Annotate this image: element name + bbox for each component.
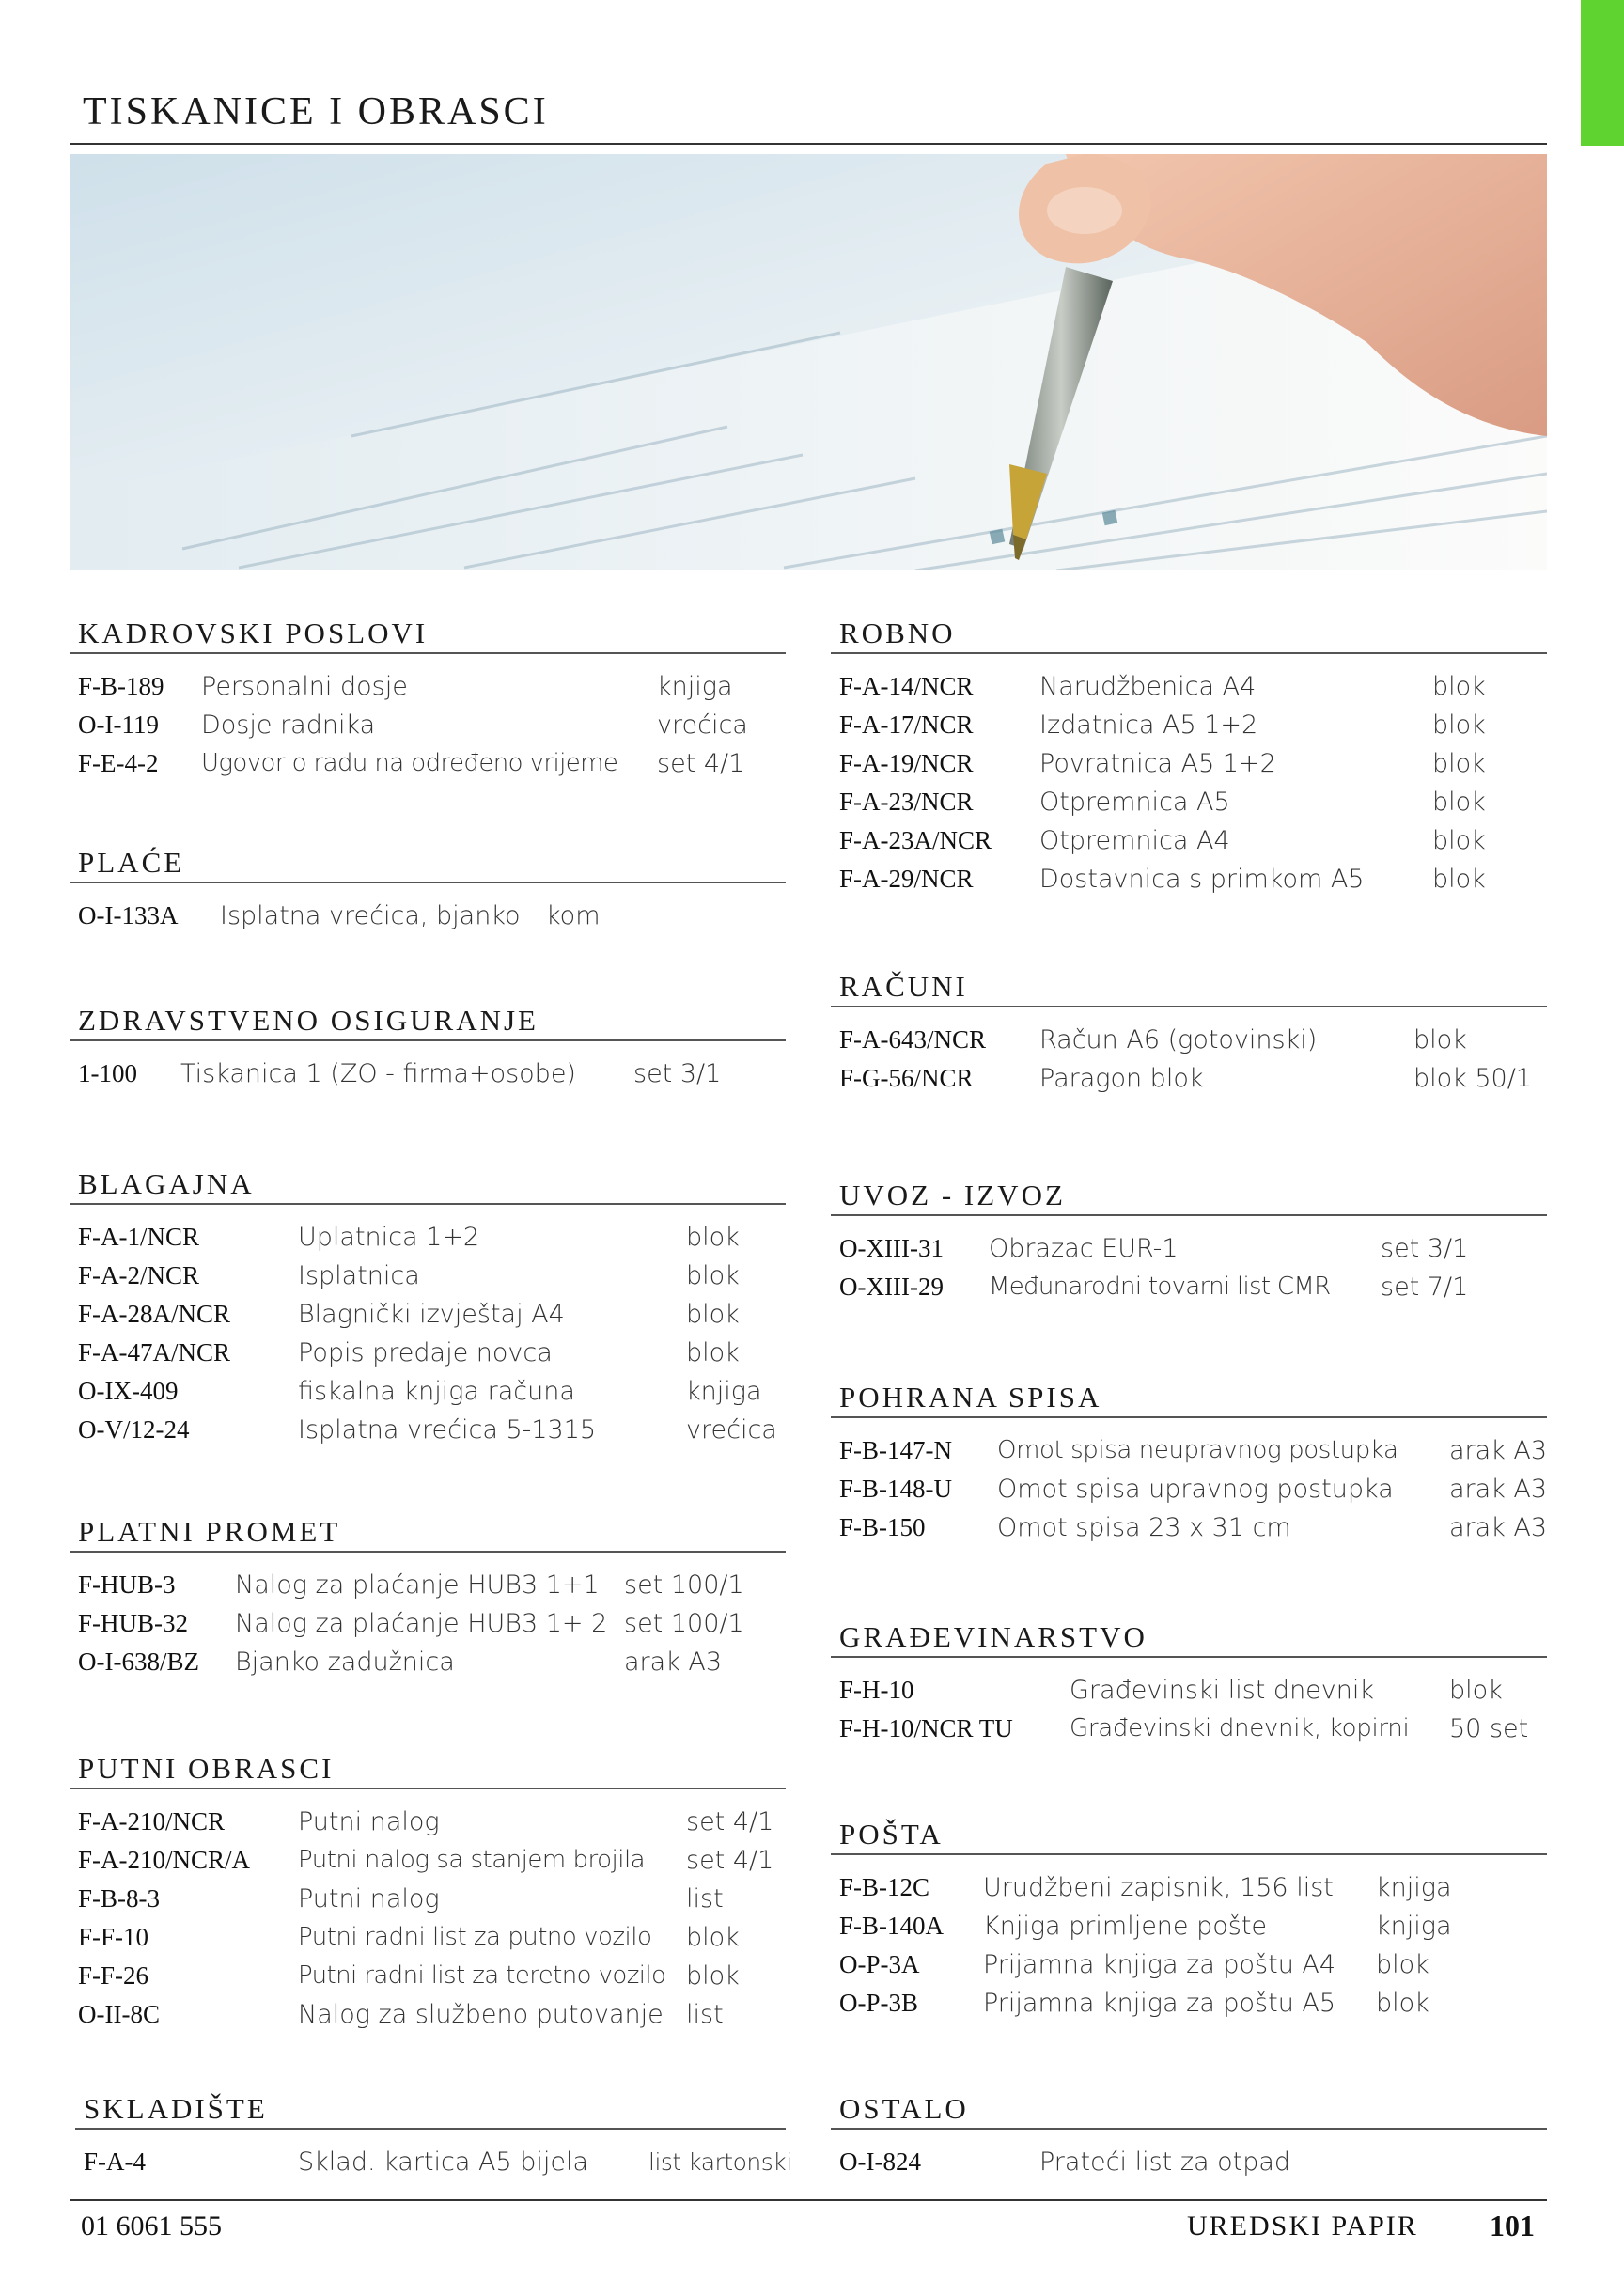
section-zdravstveno-osiguranje [70,1002,786,1093]
product-unit: set 4/1 [686,1807,774,1836]
product-code: F-A-210/NCR [78,1807,226,1835]
section-color-tab [1581,0,1624,146]
product-code: F-A-1/NCR [78,1223,200,1251]
product-description: Nalog za plaćanje HUB3 1+ 2 [235,1609,608,1638]
product-row [831,860,1547,898]
product-row [70,1918,786,1957]
product-unit: set 7/1 [1381,1273,1469,1302]
product-description: Ugovor o radu na određeno vrijeme [201,749,618,777]
product-row [70,1295,786,1334]
product-code: O-I-133A [78,901,179,929]
product-description: Paragon blok [1039,1064,1204,1093]
product-description: Putni nalog sa stanjem brojila [298,1846,646,1874]
product-description: Omot spisa upravnog postupka [997,1475,1394,1504]
product-row [831,667,1547,706]
product-unit: blok [1432,711,1486,740]
product-description: Narudžbenica A4 [1039,672,1257,701]
section-ostalo [831,2090,1547,2181]
product-unit: blok [1432,788,1486,817]
product-code: F-B-148-U [839,1475,952,1503]
section-platni-promet [70,1513,786,1681]
product-description: Omot spisa 23 x 31 cm [997,1513,1291,1542]
product-code: F-B-189 [78,672,164,700]
product-code: F-HUB-32 [78,1609,189,1637]
product-unit: blok [1432,672,1486,701]
product-code: F-A-4 [84,2148,146,2176]
product-row [831,1021,1547,1059]
product-code: F-A-210/NCR/A [78,1846,251,1874]
section-place [70,844,786,935]
product-description: Sklad. kartica A5 bijela [298,2148,589,2177]
product-unit: blok [686,1261,740,1290]
section-gradevinarstvo [831,1618,1547,1748]
product-unit: blok 50/1 [1413,1064,1533,1093]
product-unit: list [686,2000,724,2029]
product-code: F-B-140A [839,1912,945,1940]
section-putni-obrasci [70,1750,786,2034]
section-title: PLATNI PROMET [70,1513,786,1553]
product-code: O-I-824 [839,2148,921,2176]
product-row [70,1803,786,1841]
product-unit: vrećica [686,1415,777,1445]
product-unit: blok [686,1338,740,1367]
product-code: O-I-638/BZ [78,1648,199,1676]
product-unit: blok [1432,865,1486,894]
product-description: Tiskanica 1 (ZO - firma+osobe) [180,1059,576,1088]
section-title: BLAGAJNA [70,1165,786,1205]
product-unit: arak A3 [1449,1513,1548,1542]
product-description: Popis predaje novca [298,1338,553,1367]
product-row [831,1229,1547,1268]
product-row [70,667,786,706]
product-code: F-A-14/NCR [839,672,974,700]
product-unit: blok [1413,1025,1467,1054]
product-row [831,783,1547,821]
product-description: Nalog za službeno putovanje [298,2000,664,2029]
product-unit: knjiga [1376,1912,1452,1941]
hero-photo-hand-writing-form [70,154,1547,570]
product-description: Međunarodni tovarni list CMR [989,1273,1331,1301]
title-divider [70,143,1547,145]
section-racuni [831,968,1547,1098]
product-description: Dosje radnika [201,711,376,740]
section-title: OSTALO [831,2090,1547,2130]
product-row [831,1268,1547,1306]
product-unit: knjiga [657,672,733,701]
product-row [70,1054,786,1093]
product-description: Nalog za plaćanje HUB3 1+1 [235,1570,600,1600]
product-unit: set 3/1 [633,1059,722,1088]
product-unit: blok [686,1300,740,1329]
page-number: 101 [1490,2209,1535,2242]
product-unit: arak A3 [624,1648,723,1677]
section-posta [831,1816,1547,2023]
section-title: GRAĐEVINARSTVO [831,1618,1547,1658]
product-unit: set 4/1 [657,749,745,778]
product-description: Putni nalog [298,1807,440,1836]
product-row [70,1218,786,1257]
product-row [831,1945,1547,1984]
product-row [831,1984,1547,2023]
product-row [70,1334,786,1372]
product-description: Prijamna knjiga za poštu A4 [983,1950,1336,1979]
product-description: Izdatnica A5 1+2 [1039,711,1258,740]
product-row [70,706,786,744]
product-code: F-A-23/NCR [839,788,974,816]
product-row [75,2143,792,2181]
product-description: Uplatnica 1+2 [298,1223,480,1252]
product-code: F-F-10 [78,1923,149,1951]
product-code: F-E-4-2 [78,749,159,777]
product-description: Isplatna vrećica 5-1315 [298,1415,597,1445]
product-row [831,1907,1547,1945]
product-code: F-H-10 [839,1676,914,1704]
section-title: PLAĆE [70,844,786,883]
product-unit: blok [1376,1989,1429,2018]
product-code: O-P-3A [839,1950,920,1978]
product-row [70,1841,786,1880]
product-row [831,1470,1547,1508]
product-description: Urudžbeni zapisnik, 156 list [983,1873,1334,1902]
section-title: SKLADIŠTE [75,2090,786,2130]
footer-divider [70,2199,1547,2201]
section-blagajna [70,1165,786,1449]
product-unit: set 100/1 [624,1609,744,1638]
product-row [831,1508,1547,1547]
product-code: F-A-23A/NCR [839,826,992,854]
product-unit: kom [546,901,601,930]
product-description: Blagnički izvještaj A4 [298,1300,565,1329]
product-code: F-A-19/NCR [839,749,974,777]
product-description: Omot spisa neupravnog postupka [997,1436,1398,1464]
product-row [70,1566,786,1604]
product-description: fiskalna knjiga računa [298,1377,575,1406]
product-code: F-A-28A/NCR [78,1300,231,1328]
section-title: ROBNO [831,615,1547,654]
product-row [70,1880,786,1918]
product-code: F-G-56/NCR [839,1064,974,1092]
product-row [70,744,786,783]
product-unit: blok [1432,749,1486,778]
product-description: Isplatna vrećica, bjanko [220,901,521,930]
product-description: Povratnica A5 1+2 [1039,749,1276,778]
product-code: F-A-643/NCR [839,1025,987,1054]
page-title: TISKANICE I OBRASCI [83,90,549,133]
product-unit: vrećica [657,711,748,740]
product-description: Putni radni list za teretno vozilo [298,1961,666,1990]
product-row [70,1957,786,1995]
section-robno [831,615,1547,898]
product-code: O-V/12-24 [78,1415,190,1444]
section-title: UVOZ - IZVOZ [831,1177,1547,1216]
product-row [70,1257,786,1295]
product-row [70,1643,786,1681]
product-row [70,1604,786,1643]
product-code: F-B-12C [839,1873,930,1901]
product-code: F-A-17/NCR [839,711,974,739]
product-code: F-HUB-3 [78,1570,176,1599]
product-unit: blok [686,1961,740,1991]
product-code: O-XIII-31 [839,1234,944,1262]
product-unit: knjiga [686,1377,762,1406]
product-row [831,2143,1547,2181]
product-unit: arak A3 [1449,1475,1548,1504]
section-uvoz-izvoz [831,1177,1547,1306]
section-pohrana-spisa [831,1379,1547,1547]
product-description: Isplatnica [298,1261,420,1290]
product-row [70,1372,786,1411]
product-description: Otpremnica A5 [1039,788,1230,817]
product-row [70,1411,786,1449]
footer-category: UREDSKI PAPIR [1187,2210,1418,2241]
product-code: F-B-150 [839,1513,926,1541]
product-description: Dostavnica s primkom A5 [1039,865,1365,894]
product-code: F-A-2/NCR [78,1261,200,1289]
product-description: Građevinski list dnevnik [1070,1676,1375,1705]
product-row [831,1710,1547,1748]
product-unit: set 3/1 [1381,1234,1469,1263]
product-description: Putni nalog [298,1884,440,1913]
product-description: Građevinski dnevnik, kopirni [1070,1714,1410,1742]
product-description: Bjanko zadužnica [235,1648,455,1677]
product-unit: set 4/1 [686,1846,774,1875]
product-row [70,1995,786,2034]
section-title: KADROVSKI POSLOVI [70,615,786,654]
product-unit: blok [1449,1676,1503,1705]
product-code: O-XIII-29 [839,1273,944,1301]
product-unit: list [686,1884,724,1913]
product-code: O-II-8C [78,2000,160,2028]
section-title: ZDRAVSTVENO OSIGURANJE [70,1002,786,1041]
product-row [831,1059,1547,1098]
product-code: F-A-29/NCR [839,865,974,893]
section-title: RAČUNI [831,968,1547,1007]
product-description: Putni radni list za putno vozilo [298,1923,652,1951]
product-description: Knjiga primljene pošte [983,1912,1268,1941]
footer-phone: 01 6061 555 [81,2210,222,2241]
product-code: F-B-147-N [839,1436,952,1464]
product-description: Prijamna knjiga za poštu A5 [983,1989,1336,2018]
product-row [70,897,786,935]
product-description: Prateći list za otpad [1039,2148,1291,2177]
product-code: F-F-26 [78,1961,149,1990]
product-row [831,1868,1547,1907]
product-description: Račun A6 (gotovinski) [1039,1025,1318,1054]
product-unit: knjiga [1376,1873,1452,1902]
product-unit: arak A3 [1449,1436,1548,1465]
product-unit: set 100/1 [624,1570,744,1600]
product-unit: blok [686,1923,740,1952]
section-title: POŠTA [831,1816,1547,1855]
product-row [831,706,1547,744]
product-code: O-IX-409 [78,1377,179,1405]
product-code: F-A-47A/NCR [78,1338,231,1367]
product-description: Obrazac EUR-1 [989,1234,1179,1263]
section-skladiste [75,2090,792,2181]
section-title: POHRANA SPISA [831,1379,1547,1418]
product-code: 1-100 [78,1059,137,1087]
product-row [831,744,1547,783]
product-unit: 50 set [1449,1714,1529,1743]
product-description: Personalni dosje [201,672,408,701]
product-row [831,1671,1547,1710]
product-description: Otpremnica A4 [1039,826,1230,855]
product-code: F-H-10/NCR TU [839,1714,1013,1742]
product-unit: blok [1376,1950,1429,1979]
section-kadrovski-poslovi [70,615,786,783]
product-code: F-B-8-3 [78,1884,160,1913]
product-unit: list kartonski [648,2148,792,2176]
product-row [831,821,1547,860]
product-row [831,1431,1547,1470]
product-unit: blok [686,1223,740,1252]
product-code: O-I-119 [78,711,159,739]
section-title: PUTNI OBRASCI [70,1750,786,1789]
product-code: O-P-3B [839,1989,919,2017]
product-unit: blok [1432,826,1486,855]
